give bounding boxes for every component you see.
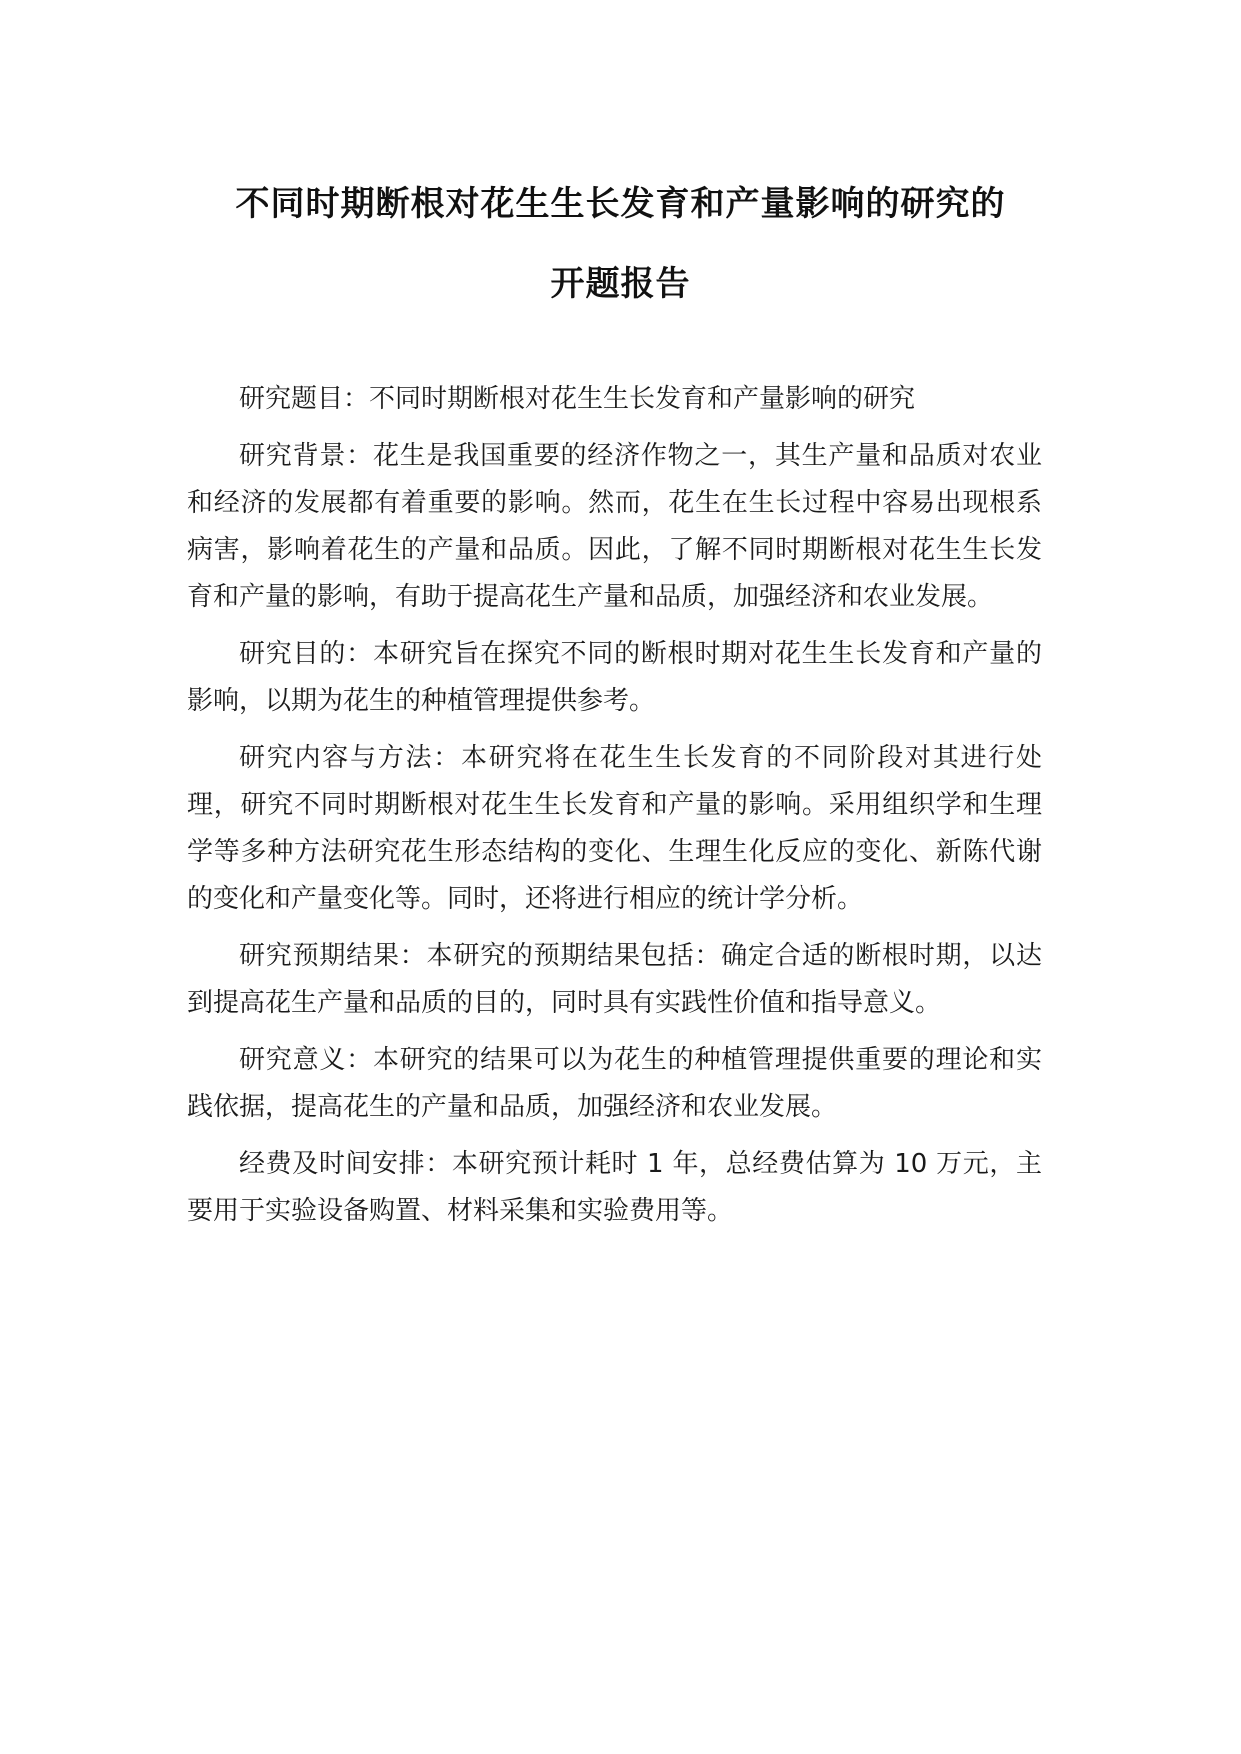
section-text: 本研究的预期结果包括：确定合适的断根时期，以达到提高花生产量和品质的目的，同时具有实践性价值和指导意义。 [187,941,1042,1018]
section-text: 本研究预计耗时 1 年，总经费估算为 10 万元，主要用于实验设备购置、材料采集和实验费用等。 [187,1149,1042,1226]
section-expected-results [187,933,1042,1027]
section-research-significance [187,1037,1042,1131]
section-text: 不同时期断根对花生生长发育和产量影响的研究 [369,384,916,414]
section-label: 研究意义： [239,1045,373,1075]
section-text: 本研究的结果可以为花生的种植管理提供重要的理论和实践依据，提高花生的产量和品质，加强经济和农业发展。 [187,1045,1042,1122]
section-label: 研究预期结果： [239,941,427,971]
section-text: 花生是我国重要的经济作物之一，其生产量和品质对农业和经济的发展都有着重要的影响。然而，花生在生长过程中容易出现根系病害，影响着花生的产量和品质。因此，了解不同时期断根对花生生长发育和产量的影响，有助于提高花生产量和品质，加强经济和农业发展。 [187,441,1042,612]
document-body [187,376,1042,1245]
section-text: 本研究将在花生生长发育的不同阶段对其进行处理，研究不同时期断根对花生生长发育和产量的影响。采用组织学和生理学等多种方法研究花生形态结构的变化、生理生化反应的变化、新陈代谢的变化和产量变化等。同时，还将进行相应的统计学分析。 [187,743,1042,914]
section-label: 研究内容与方法： [239,743,461,773]
section-label: 研究题目： [239,384,370,414]
section-label: 研究背景： [239,441,373,471]
section-research-background [187,433,1042,621]
document-title-line-1: 不同时期断根对花生生长发育和产量影响的研究的 [235,184,1006,224]
section-label: 研究目的： [239,639,373,669]
section-label: 经费及时间安排： [239,1149,452,1179]
section-research-purpose [187,631,1042,725]
section-budget-schedule [187,1141,1042,1235]
section-research-content-methods [187,735,1042,923]
section-research-topic [187,376,1042,423]
document-title-line-2: 开题报告 [550,264,691,304]
section-text: 本研究旨在探究不同的断根时期对花生生长发育和产量的影响，以期为花生的种植管理提供参考。 [187,639,1042,716]
